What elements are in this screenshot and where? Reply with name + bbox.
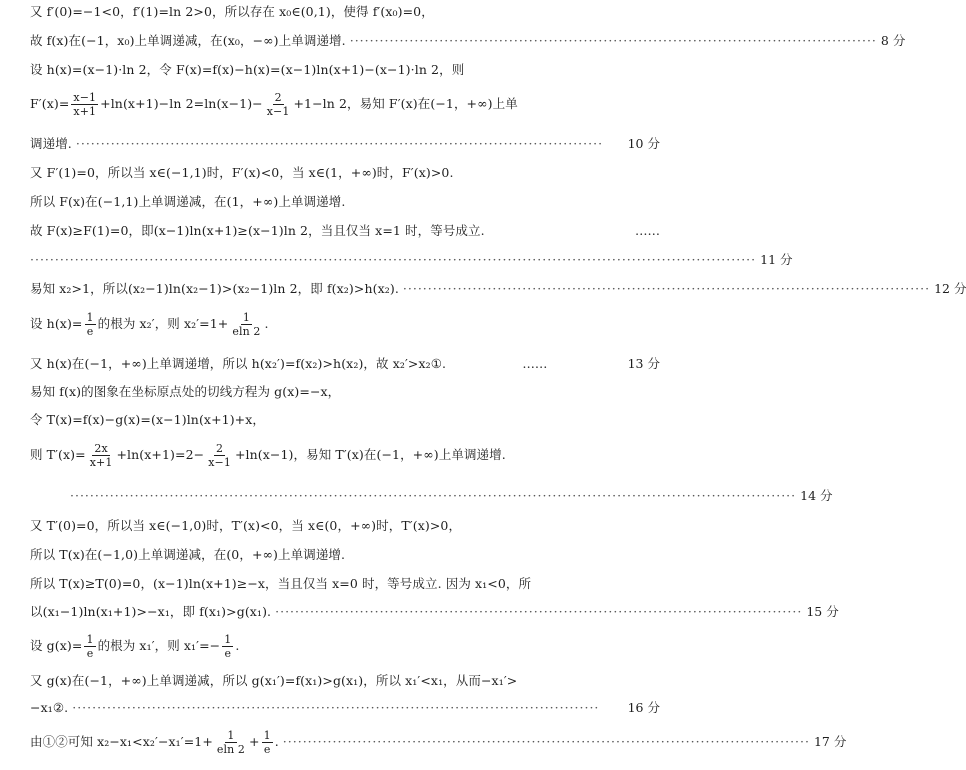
score-label: 12 分 — [934, 281, 966, 296]
fraction — [230, 312, 262, 337]
math-text: F′(x)= — [30, 96, 70, 111]
score-label: 11 分 — [760, 252, 793, 267]
solution-line — [30, 414, 660, 427]
solution-line — [30, 225, 660, 238]
math-text: 设 h(x)= — [30, 316, 83, 331]
solution-line — [30, 604, 839, 619]
math-text: +ln(x+1)−ln 2=ln(x−1)− — [100, 96, 263, 111]
fraction-numerator: 1 — [86, 311, 94, 324]
fraction-numerator: 2 — [274, 91, 282, 104]
fraction-denominator: e — [86, 325, 94, 338]
score-label: 14 分 — [800, 488, 833, 503]
line-text: 所以 F(x)在(−1,1)上单调递减，在(1，+∞)上单调递增. — [30, 194, 346, 209]
fraction-denominator: x+1 — [73, 105, 97, 118]
math-text: . — [235, 638, 240, 653]
line-text: 又 T′(0)=0，所以当 x∈(−1,0)时，T′(x)<0，当 x∈(0，+∞)时，T′(x)>0， — [30, 518, 462, 533]
solution-line — [30, 281, 966, 296]
line-text: 设 h(x)=(x−1)·ln 2，令 F(x)=f(x)−h(x)=(x−1)ln(x+1)−(x−1)·ln 2，则 — [30, 62, 465, 77]
leader-dots: ·········································································································· — [349, 33, 877, 48]
solution-line — [30, 138, 660, 151]
math-text: + — [249, 734, 260, 749]
solution-line — [30, 312, 660, 337]
math-text: . — [274, 734, 279, 749]
score-label: 13 分 — [627, 356, 660, 371]
fraction — [88, 443, 115, 468]
fraction-numerator: 2x — [94, 442, 108, 455]
line-text: 调递增. — [30, 136, 72, 151]
leader-dots: ·········································································································· — [75, 136, 604, 151]
solution-line — [30, 252, 793, 267]
fraction — [265, 92, 292, 117]
math-text: 设 g(x)= — [30, 638, 83, 653]
line-text: 又 F′(1)=0，所以当 x∈(−1,1)时，F′(x)<0，当 x∈(1，+∞)时，F′(x)>0. — [30, 165, 454, 180]
fraction — [206, 443, 233, 468]
fraction-denominator: e — [224, 647, 232, 660]
line-text — [30, 92, 518, 117]
line-text — [30, 443, 506, 468]
fraction-denominator: x−1 — [208, 456, 231, 469]
trailing-dots: …… — [635, 223, 660, 238]
math-text: . — [264, 316, 269, 331]
line-text: 又 f′(0)=−1<0，f′(1)=ln 2>0，所以存在 x₀∈(0,1)，使得 f′(x₀)=0， — [30, 4, 434, 19]
solution-line — [30, 33, 906, 48]
line-text: 令 T(x)=f(x)−g(x)=(x−1)ln(x+1)+x， — [30, 412, 265, 427]
leader-dots: ·········································································································· — [282, 734, 810, 750]
score-label: 17 分 — [813, 734, 847, 750]
line-text: 易知 x₂>1，所以(x₂−1)ln(x₂−1)>(x₂−1)ln 2，即 f(x₂)>h(x₂). — [30, 281, 399, 296]
fraction-numerator: 1 — [227, 729, 235, 742]
leader-dots: ·········································································································· — [402, 281, 931, 296]
solution-line — [30, 634, 660, 659]
math-text: 的根为 x₂′，则 x₂′=1+ — [97, 316, 229, 331]
line-text: 故 f(x)在(−1，x₀)上单调递减，在(x₀，−∞)上单调递增. — [30, 33, 346, 48]
leader-dots: ·········································································································· — [275, 604, 803, 619]
math-text: +ln(x−1)，易知 T′(x)在(−1，+∞)上单调递增. — [234, 447, 506, 462]
line-text: 易知 f(x)的图象在坐标原点处的切线方程为 g(x)=−x， — [30, 384, 341, 399]
fraction-numerator: 1 — [263, 729, 271, 742]
line-text — [30, 312, 269, 337]
fraction-numerator: 1 — [224, 633, 232, 646]
solution-line — [30, 358, 660, 371]
line-text: 所以 T(x)在(−1,0)上单调递减，在(0，+∞)上单调递增. — [30, 547, 346, 562]
solution-line — [30, 729, 847, 756]
solution-line — [30, 167, 660, 180]
fraction — [215, 730, 247, 755]
fraction-denominator: x−1 — [266, 105, 290, 118]
math-text: +1−ln 2，易知 F′(x)在(−1，+∞)上单 — [293, 96, 518, 111]
solution-line — [30, 520, 660, 533]
solution-line — [30, 386, 660, 399]
score-label: 10 分 — [627, 136, 660, 151]
line-text: −x₁②. — [30, 700, 69, 715]
line-text: 故 F(x)≥F(1)=0，即(x−1)ln(x+1)≥(x−1)ln 2，当且仅当 x=1 时，等号成立. — [30, 223, 485, 238]
math-text: +ln(x+1)=2− — [116, 447, 205, 462]
solution-line — [30, 196, 660, 209]
math-text: 的根为 x₁′，则 x₁′=− — [97, 638, 221, 653]
solution-line — [30, 702, 660, 715]
line-text: 又 g(x)在(−1，+∞)上单调递减，所以 g(x₁′)=f(x₁)>g(x₁)，所以 x₁′<x₁，从而−x₁′> — [30, 673, 518, 688]
solution-line — [30, 92, 660, 117]
score-label: 16 分 — [627, 700, 660, 715]
line-text: 又 h(x)在(−1，+∞)上单调递增，所以 h(x₂′)=f(x₂)>h(x₂)，故 x₂′>x₂①. — [30, 356, 447, 371]
fraction-denominator: eln 2 — [232, 325, 261, 338]
solution-line — [30, 443, 660, 468]
solution-line — [30, 549, 660, 562]
line-text: 以(x₁−1)ln(x₁+1)>−x₁，即 f(x₁)>g(x₁). — [30, 604, 272, 619]
fraction-denominator: x+1 — [89, 456, 113, 469]
solution-line — [30, 578, 660, 591]
fraction — [85, 312, 96, 337]
trailing-dots: …… — [522, 356, 548, 371]
leader-dots: ·················································································································································· — [30, 252, 757, 267]
math-text: 则 T′(x)= — [30, 447, 86, 462]
fraction-numerator: 1 — [242, 311, 250, 324]
fraction — [84, 634, 95, 659]
line-text: 所以 T(x)≥T(0)=0，(x−1)ln(x+1)≥−x，当且仅当 x=0 时，等号成立. 因为 x₁<0，所 — [30, 576, 532, 591]
fraction — [222, 634, 233, 659]
solution-line — [30, 64, 660, 77]
fraction-denominator: eln 2 — [216, 743, 246, 756]
score-label: 8 分 — [880, 33, 906, 48]
fraction-numerator: x−1 — [73, 91, 97, 104]
fraction — [262, 730, 273, 755]
score-label: 15 分 — [806, 604, 839, 619]
fraction-denominator: e — [86, 647, 94, 660]
fraction-numerator: 2 — [216, 442, 224, 455]
fraction-denominator: e — [263, 743, 271, 756]
leader-dots: ·········································································································· — [72, 700, 600, 715]
leader-dots: ·················································································································································· — [70, 488, 797, 503]
math-text: 由①②可知 x₂−x₁<x₂′−x₁′=1+ — [30, 734, 213, 749]
solution-line — [30, 6, 660, 19]
solution-line — [30, 488, 833, 503]
line-text — [30, 730, 279, 755]
fraction — [71, 92, 98, 117]
solution-line — [30, 675, 660, 688]
fraction-numerator: 1 — [86, 633, 94, 646]
line-text — [30, 634, 239, 659]
